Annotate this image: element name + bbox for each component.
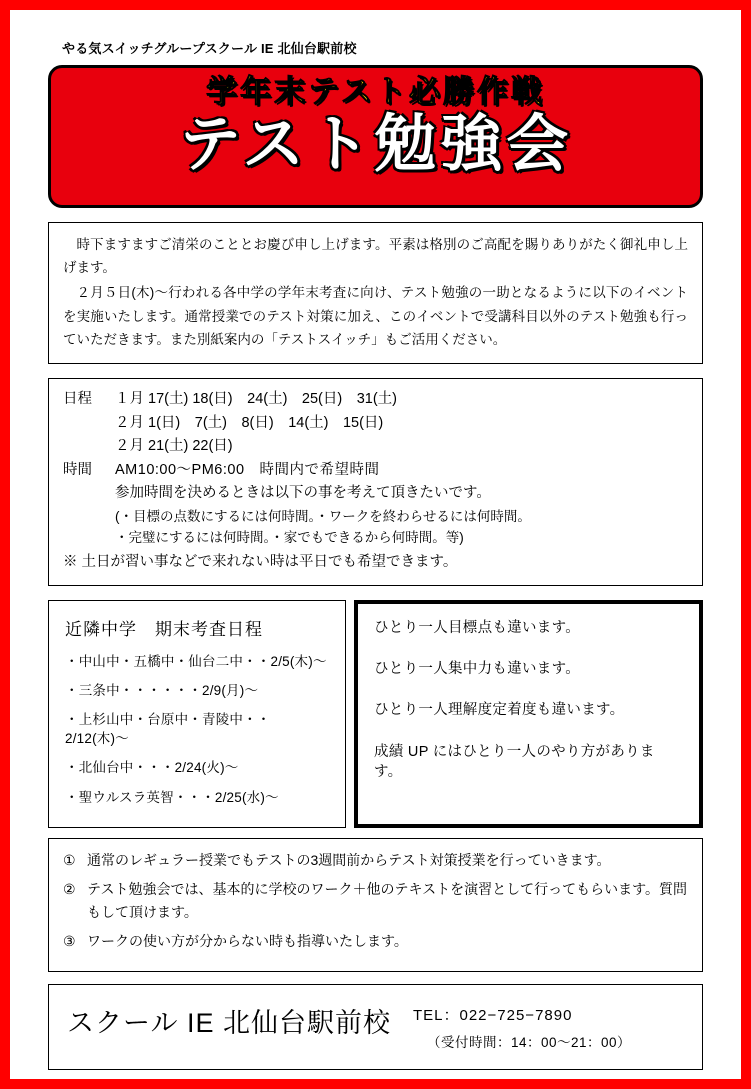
list-item: ・北仙台中・・・2/24(火)〜 (65, 760, 239, 776)
banner-title: テスト勉強会 (178, 110, 573, 180)
message-line: ひとり一人目標点も違います。 (374, 619, 581, 636)
note-text: ワークの使い方が分からない時も指導いたします。 (87, 932, 408, 949)
flyer-content (10, 10, 741, 1079)
note-number: ② (63, 880, 76, 897)
note-row (63, 849, 688, 872)
note-number: ③ (63, 932, 76, 949)
list-item: ・中山中・五橋中・仙台二中・・2/5(木)〜 (65, 653, 327, 669)
schedule-date-label: 日程 (63, 391, 92, 408)
exam-schedule-title: 近隣中学 期末考査日程 (65, 619, 263, 639)
schedule-time-line-2: 参加時間を決めるときは以下の事を考えて頂きたいです。 (115, 485, 491, 502)
schedule-box (48, 378, 703, 586)
list-item: ・聖ウルスラ英智・・・2/25(水)〜 (65, 789, 279, 805)
note-row (63, 878, 688, 924)
note-number: ① (63, 851, 76, 868)
greeting-paragraph-1: 時下ますますご清栄のこととお慶び申し上げます。平素は格別のご高配を賜りありがたく御礼申し上げます。 (63, 237, 688, 276)
greeting-box (48, 222, 703, 364)
note-row (63, 930, 688, 953)
school-group-line: やる気スイッチグループスクール IE 北仙台駅前校 (62, 41, 357, 56)
title-banner (48, 65, 703, 208)
note-text: 通常のレギュラー授業でもテストの3週間前からテスト対策授業を行っていきます。 (87, 851, 611, 868)
schedule-time-label: 時間 (63, 461, 92, 478)
footer-contact (413, 1001, 631, 1057)
list-item: ・上杉山中・台原中・青陵中・・2/12(木)〜 (65, 712, 271, 747)
message-line: 成績 UP にはひとり一人のやり方があります。 (374, 743, 655, 780)
footer-box (48, 984, 703, 1070)
middle-section (48, 600, 703, 828)
schedule-time-line-1: AM10:00〜PM6:00 時間内で希望時間 (115, 461, 380, 478)
schedule-dates-row (63, 388, 688, 411)
notes-box (48, 838, 703, 972)
list-item: ・三条中・・・・・・2/9(月)〜 (65, 682, 259, 698)
footer-school-name: スクール IE 北仙台駅前校 (67, 1008, 391, 1039)
greeting-paragraph-2: ２月５日(木)〜行われる各中学の学年末考査に向け、テスト勉強の一助となるように以下のイベントを実施いたします。通常授業でのテスト対策に加え、このイベントで受講科目以外のテスト勉強も行っていただきます。また別紙案内の「テストスイッチ」もご活用ください。 (63, 285, 688, 347)
footer-hours: （受付時間：14：00〜21：00） (426, 1035, 632, 1051)
message-line: ひとり一人理解度定着度も違います。 (374, 702, 625, 719)
footer-tel: TEL：022−725−7890 (412, 1007, 573, 1025)
exam-schedule-list (65, 652, 333, 807)
message-line: ひとり一人集中力も違います。 (374, 661, 581, 678)
banner-subtitle: 学年末テスト必勝作戦 (206, 74, 545, 109)
schedule-time-row (63, 459, 688, 482)
schedule-time-line-3: (・目標の点数にするには何時間。・ワークを終わらせるには何時間。 (115, 508, 531, 524)
schedule-time-line-4: ・完璧にするには何時間。・家でもできるから何時間。等) (115, 530, 464, 546)
note-text: テスト勉強会では、基本的に学校のワーク＋他のテキストを演習として行ってもらいます。質問もして頂けます。 (87, 880, 688, 920)
exam-schedule-box (48, 600, 346, 828)
schedule-date-line-1: １月 17(土) 18(日) 24(土) 25(日) 31(土) (115, 391, 397, 408)
schedule-date-line-3: ２月 21(土) 22(日) (115, 438, 233, 455)
schedule-date-line-2: ２月 1(日) 7(土) 8(日) 14(土) 15(日) (115, 414, 384, 431)
message-box (354, 600, 703, 828)
schedule-note: ※ 土日が習い事などで来れない時は平日でも希望できます。 (63, 554, 458, 571)
